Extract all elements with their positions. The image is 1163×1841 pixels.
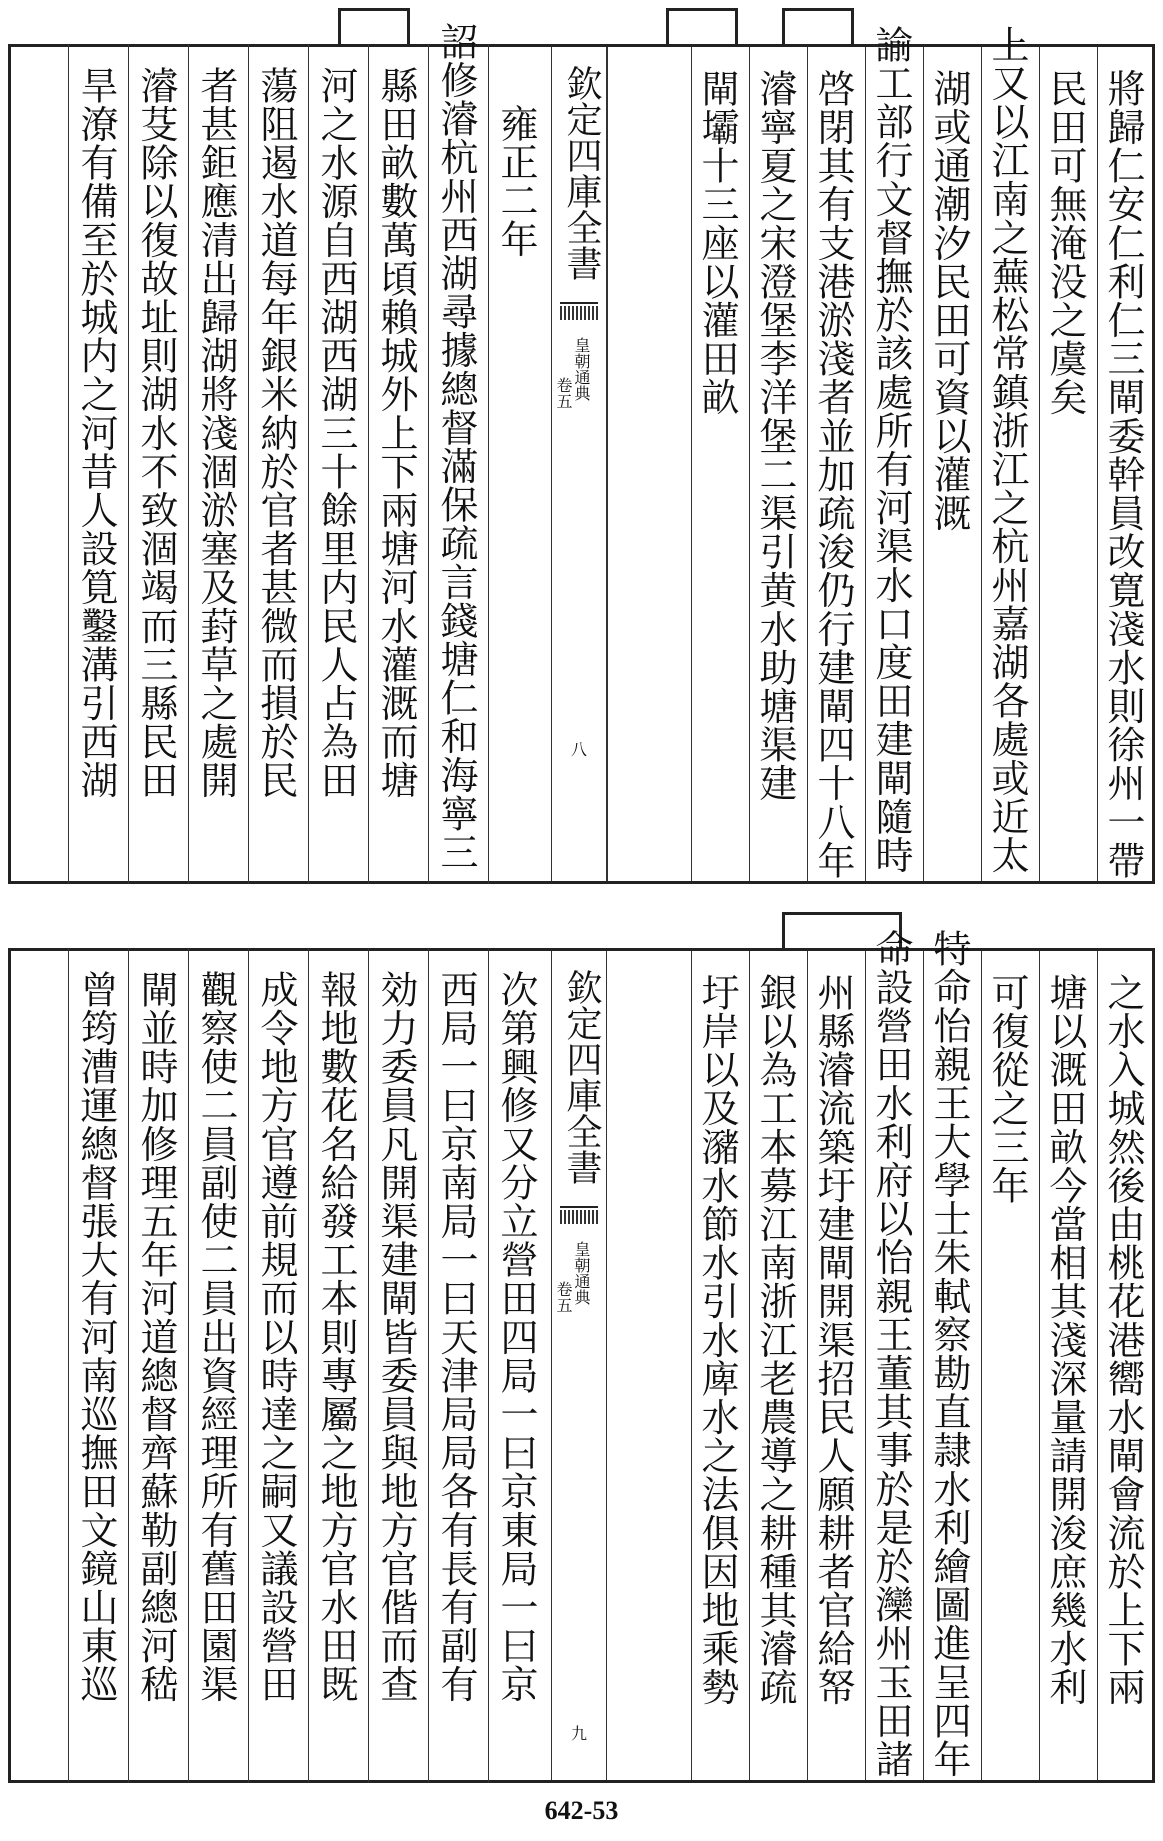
text-column [1039,47,1097,881]
column-text: 民田可無淹没之虞矣 [1043,69,1087,417]
column-text: 旱潦有備至於城内之河昔人設筧鑿溝引西湖 [74,66,118,800]
column-text: 諭工部行文督撫於該處所有河渠水口度田建閘隨時 [869,25,913,875]
column-text: 命設營田水利府以怡親王董其事於是於灤州玉田諸 [869,929,913,1779]
text-column [188,44,248,884]
text-column [488,948,548,1783]
fold-margin [551,951,607,1780]
text-column [188,948,248,1783]
column-text: 圩岸以及瀦水節水引水庳水之法俱因地乘勢 [695,973,739,1707]
text-column [1097,47,1155,881]
fold-leaf-number: 九 [570,1724,587,1743]
column-text: 湖或通潮汐民田可資以灌溉 [927,69,971,533]
column-text: 之水入城然後由桃花港嚮水閘會流於上下兩 [1101,973,1145,1707]
column-text: 濬寧夏之宋澄堡李洋堡二渠引黄水助塘渠建 [753,69,797,803]
text-column [865,25,923,881]
fold-title: 欽定四庫全書 [561,969,602,1185]
text-column [865,929,923,1780]
text-column [488,44,548,884]
text-column [807,951,865,1780]
text-column [248,948,308,1783]
column-text: 閘壩十三座以灌田畝 [695,69,739,417]
text-column [691,47,749,881]
column-text: 縣田畝數萬頃賴城外上下兩塘河水灌溉而塘 [374,66,418,800]
column-text: 曾筠漕運總督張大有河南巡撫田文鏡山東巡 [74,970,118,1704]
column-text: 者甚鉅應清出歸湖將淺涸淤塞及葑草之處開 [194,66,238,800]
column-text: 蕩阻遏水道每年銀米納於官者甚微而損於民 [254,66,298,800]
text-column [308,44,368,884]
text-column [981,25,1039,881]
column-text: 上又以江南之蕪松常鎮浙江之杭州嘉湖各處或近太 [985,25,1029,875]
text-column [749,951,807,1780]
fishtail-mark [560,1206,598,1226]
text-column [1039,951,1097,1780]
text-column [128,44,188,884]
page-number: 642-53 [544,1796,619,1825]
column-text: 雍正二年 [494,104,538,259]
text-column [749,47,807,881]
text-column [923,929,981,1780]
column-text: 可復從之三年 [985,973,1029,1205]
text-column [607,47,665,881]
column-text: 閘並時加修理五年河道總督齊蘇勒副總河嵇 [134,970,178,1704]
text-column [428,22,488,884]
fold-leaf-number: 八 [570,740,587,759]
text-column [308,948,368,1783]
bottom-left-half [8,948,548,1783]
text-column [68,948,128,1783]
column-text: 觀察使二員副使二員出資經理所有舊田園渠 [194,970,238,1704]
fold-section: 皇朝通典 [572,337,591,401]
column-text: 銀以為工本募江南浙江老農導之耕種其濬疏 [753,973,797,1707]
text-column [1097,951,1155,1780]
text-column [691,951,749,1780]
text-column [368,44,428,884]
column-text: 濬芟除以復故址則湖水不致涸竭而三縣民田 [134,66,178,800]
text-column [368,948,428,1783]
text-column [807,47,865,881]
text-column [981,951,1039,1780]
column-text: 州縣濬流築圩建閘開渠招民人願耕者官給帑 [811,973,855,1707]
column-text: 西局一曰京南局一曰天津局局各有長有副有 [434,970,478,1704]
text-column [128,948,188,1783]
column-text: 効力委員凡開渠建閘皆委員與地方官偕而查 [374,970,418,1704]
fold-margin [551,47,607,881]
fold-section: 皇朝通典 [572,1241,591,1305]
column-text: 將歸仁安仁利仁三閘委幹員改寛淺水則徐州一帶 [1101,69,1145,880]
fold-volume: 卷五 [554,377,573,409]
column-text: 詔修濬杭州西湖尋據總督滿保疏言錢塘仁和海寧三 [434,22,478,872]
column-text: 報地數花名給發工本則專屬之地方官水田既 [314,970,358,1704]
text-column [923,47,981,881]
fishtail-mark [560,302,598,322]
text-column [248,44,308,884]
column-text: 河之水源自西湖西湖三十餘里内民人占為田 [314,66,358,800]
fold-title: 欽定四庫全書 [561,65,602,281]
text-column [428,948,488,1783]
column-text: 特命怡親王大學士朱軾察勘直隷水利繪圖進呈四年 [927,929,971,1779]
text-column [68,44,128,884]
fold-volume: 卷五 [554,1281,573,1313]
column-text: 啓閉其有支港淤淺者並加疏浚仍行建閘四十八年 [811,69,855,880]
top-left-half [8,22,548,884]
column-text: 成令地方官遵前規而以時達之嗣又議設營田 [254,970,298,1704]
column-text: 塘以溉田畝今當相其淺深量請開浚庶幾水利 [1043,973,1087,1707]
column-text: 次第興修又分立營田四局一曰京東局一曰京 [494,970,538,1704]
